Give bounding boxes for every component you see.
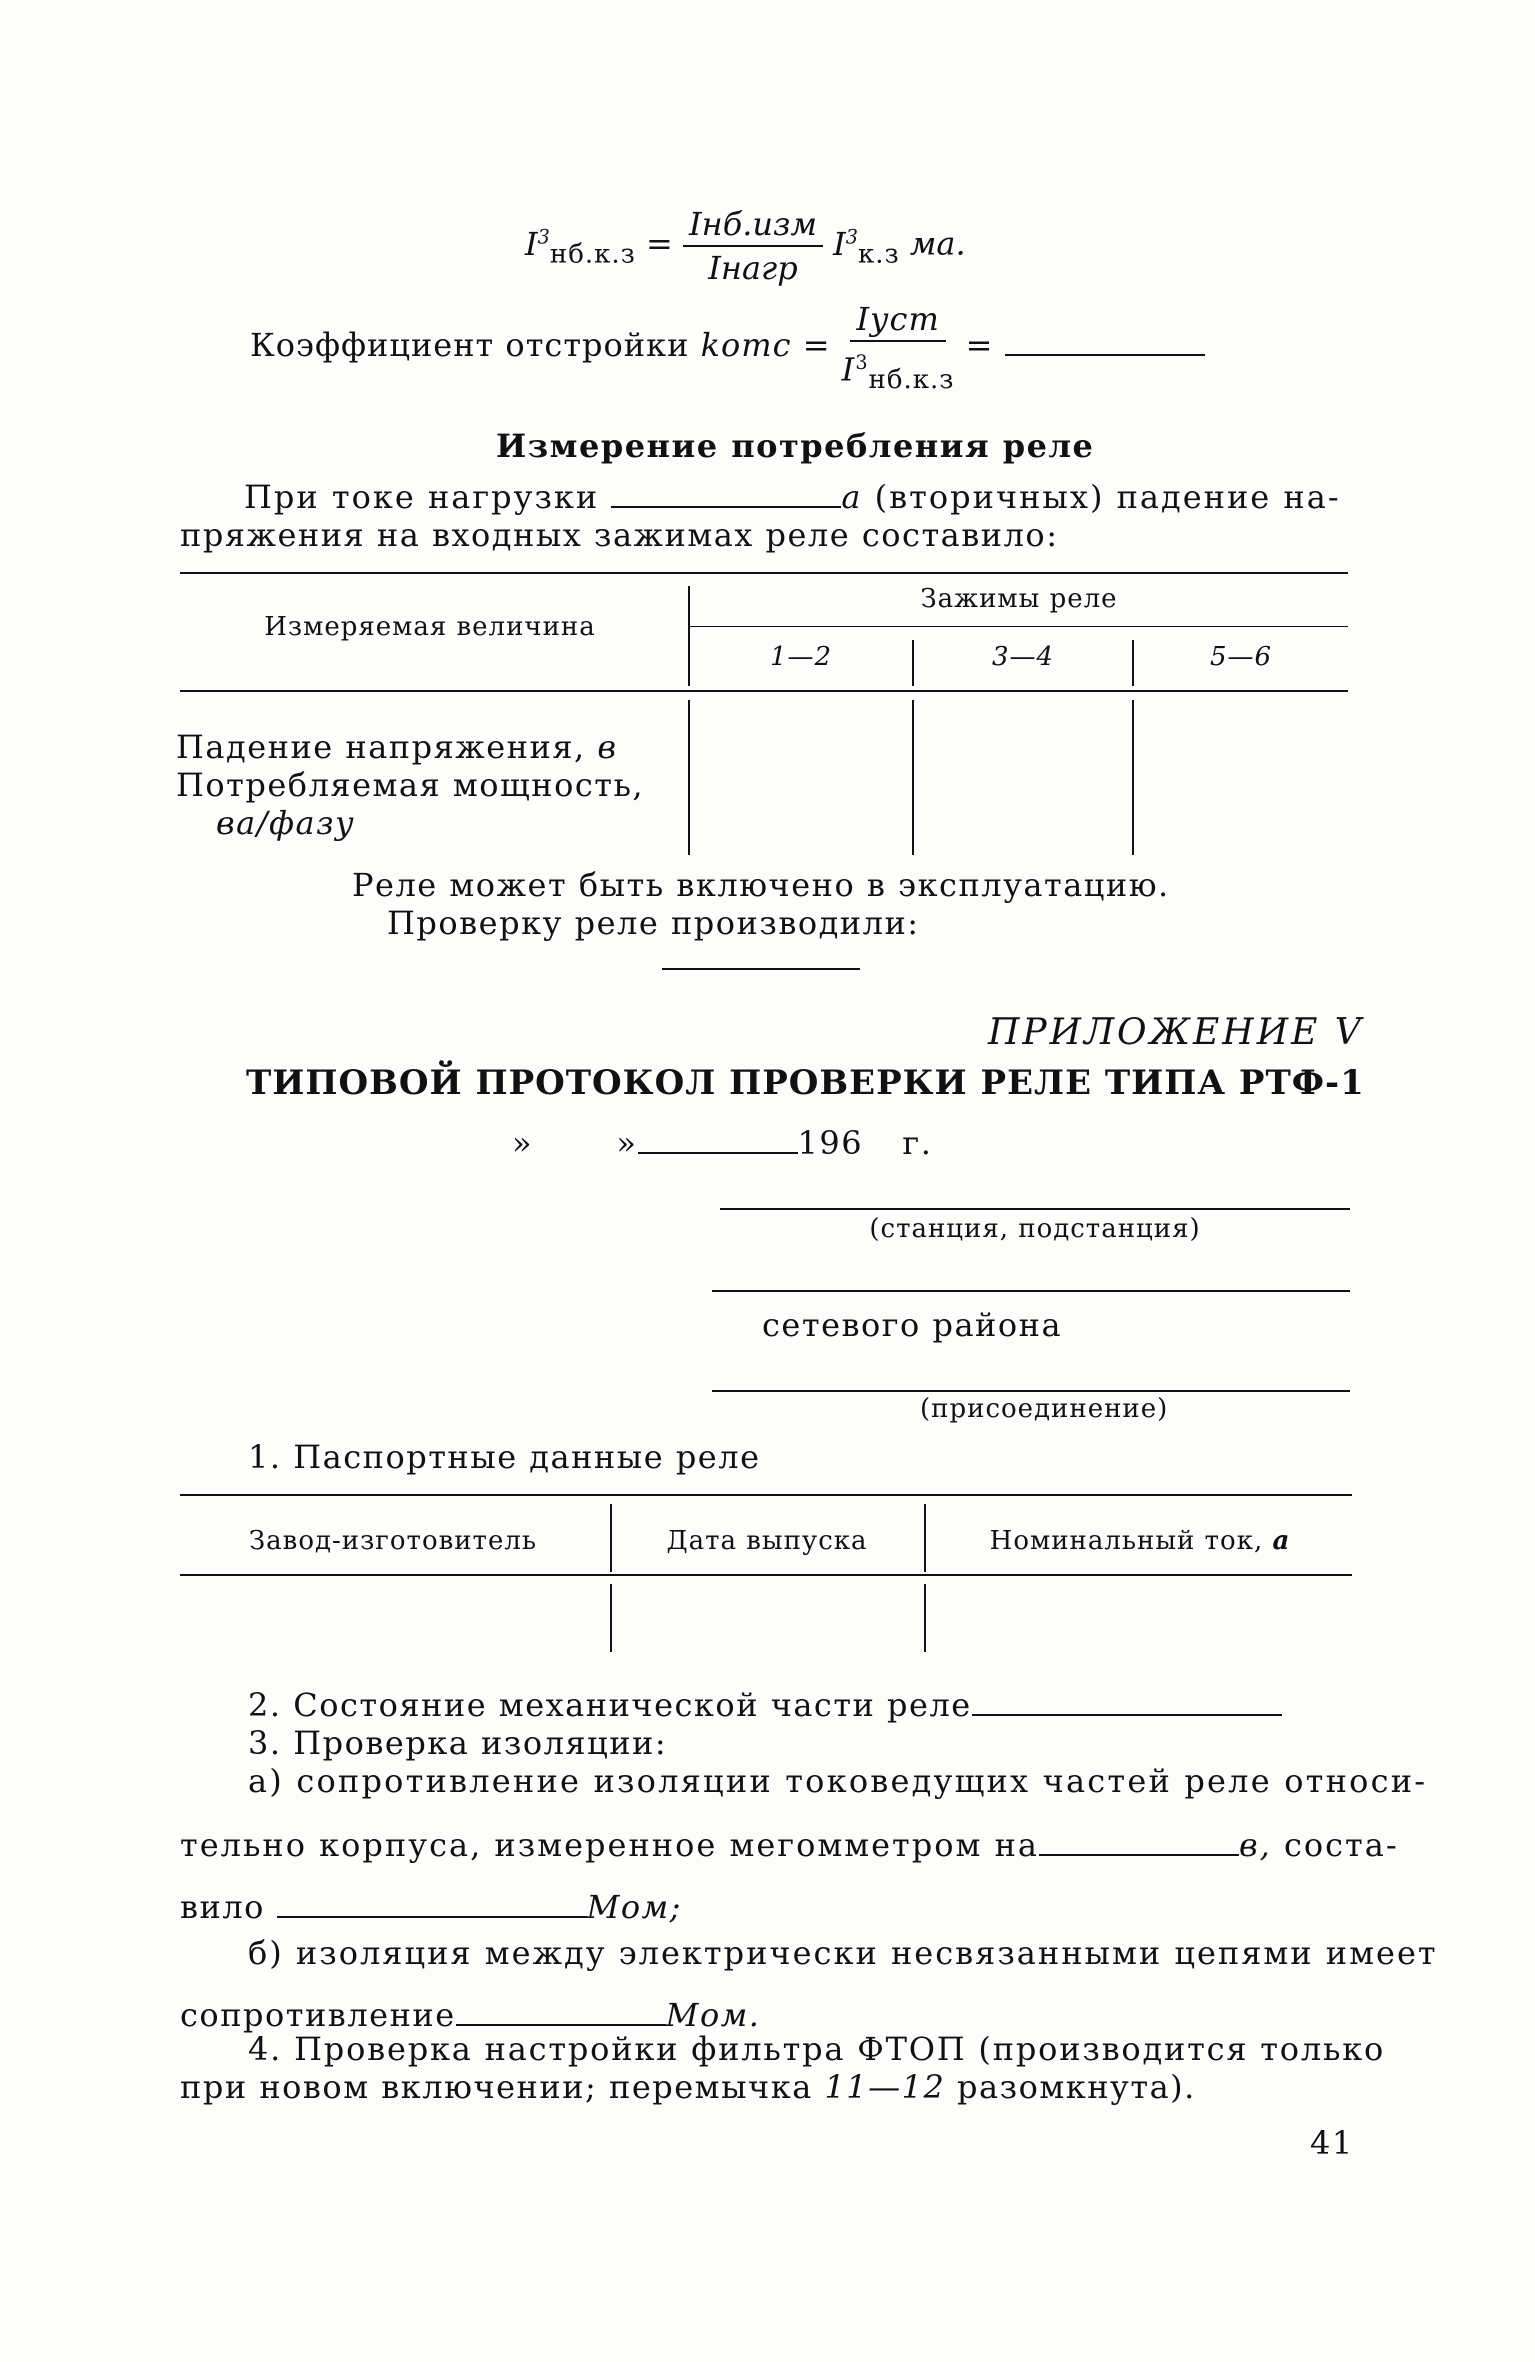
appendix-title: ТИПОВОЙ ПРОТОКОЛ ПРОВЕРКИ РЕЛЕ ТИПА РТФ-1	[246, 1063, 1365, 1103]
table1-group-rule	[690, 626, 1348, 627]
item4-line2: при новом включении; перемычка 11—12 разомкнута).	[180, 2068, 1196, 2106]
item3a-line3: вило Мом;	[180, 1888, 682, 1926]
item3-insulation-check: 3. Проверка изоляции:	[248, 1724, 668, 1762]
item4-line1: 4. Проверка настройки фильтра ФТОП (производится только	[248, 2030, 1386, 2068]
table1-header-5-6: 5—6	[1209, 642, 1273, 672]
table1-row-voltage-drop: Падение напряжения, в	[176, 728, 618, 766]
formula-1-rhs: $I^3_{к.з}$	[833, 224, 900, 269]
date-line: » » 196 г.	[512, 1124, 933, 1162]
table1-group-header: Зажимы реле	[920, 584, 1118, 614]
load-paragraph-line1: При токе нагрузки а (вторичных) падение на-	[244, 478, 1341, 516]
item1-passport-data: 1. Паспортные данные реле	[248, 1438, 761, 1476]
table2-header-release-date: Дата выпуска	[666, 1526, 868, 1556]
table1-col0-header: Измеряемая величина	[264, 612, 596, 642]
table2-header-rule	[180, 1574, 1352, 1576]
item3a-line1: а) сопротивление изоляции токоведущих частей реле относи-	[248, 1762, 1428, 1800]
page-number: 41	[1310, 2124, 1354, 2162]
formula-1-fraction: $\frac{\text{Iнб.изм}}{\text{Iнагр}}$	[683, 205, 823, 287]
relay-approved-line: Реле может быть включено в эксплуатацию.	[352, 866, 1170, 904]
table2-body-divider-2	[924, 1584, 926, 1652]
table2-body-divider-1	[610, 1584, 612, 1652]
load-paragraph-line2: пряжения на входных зажимах реле составило:	[180, 516, 1059, 554]
item3b-line2: сопротивление Мом.	[180, 1996, 761, 2034]
table1-row-power: Потребляемая мощность,	[176, 766, 645, 804]
separator-rule	[662, 968, 860, 970]
table1-header-3-4: 3—4	[991, 642, 1055, 672]
table2-divider-1	[610, 1504, 612, 1572]
station-rule	[720, 1208, 1350, 1210]
district-label: сетевого района	[762, 1306, 1063, 1344]
district-rule	[712, 1290, 1350, 1292]
table1-row-unit: ва/фазу	[216, 804, 356, 842]
connection-rule	[712, 1390, 1350, 1392]
formula-1: $I^3_{нб.к.з}$ = $\frac{\text{Iнб.изм}}{\text{Iнагр}}$ $I^3_{к.з}$ ма.	[525, 205, 966, 287]
table1-header-1-2: 1—2	[769, 642, 833, 672]
table2-header-rated-current: Номинальный ток, а	[989, 1526, 1291, 1556]
formula-2-fraction: $\frac{\text{Iуст}}{I^3_{нб.к.з}}$	[841, 300, 955, 396]
connection-caption: (присоединение)	[920, 1394, 1169, 1424]
item3a-line2: тельно корпуса, измеренное мегомметром на в, соста-	[180, 1826, 1399, 1864]
table1-body-divider-2	[1132, 700, 1134, 855]
table1-body-divider-1	[912, 700, 914, 855]
table1-subdivider-2	[1132, 640, 1134, 686]
appendix-label: ПРИЛОЖЕНИЕ V	[988, 1012, 1364, 1053]
item2-mechanical-state: 2. Состояние механической части реле	[248, 1686, 1282, 1724]
item3b-line1: б) изоляция между электрически несвязанными цепями имеет	[248, 1934, 1438, 1972]
formula-1-lhs: $I^3_{нб.к.з}$	[525, 224, 636, 269]
table2-divider-2	[924, 1504, 926, 1572]
table1-body-divider-0	[688, 700, 690, 855]
relay-checked-by-line: Проверку реле производили:	[387, 904, 920, 942]
table2-header-manufacturer: Завод-изготовитель	[248, 1526, 538, 1556]
table1-top-rule	[180, 572, 1348, 574]
formula-2: Коэффициент отстройки kотс = $\frac{\text{Iуст}}{I^3_{нб.к.з}}$ =	[250, 300, 1205, 395]
table2-top-rule	[180, 1494, 1352, 1496]
section-title: Измерение потребления реле	[496, 427, 1095, 465]
table1-header-rule	[180, 690, 1348, 692]
table1-subdivider-1	[912, 640, 914, 686]
station-caption: (станция, подстанция)	[869, 1214, 1201, 1244]
